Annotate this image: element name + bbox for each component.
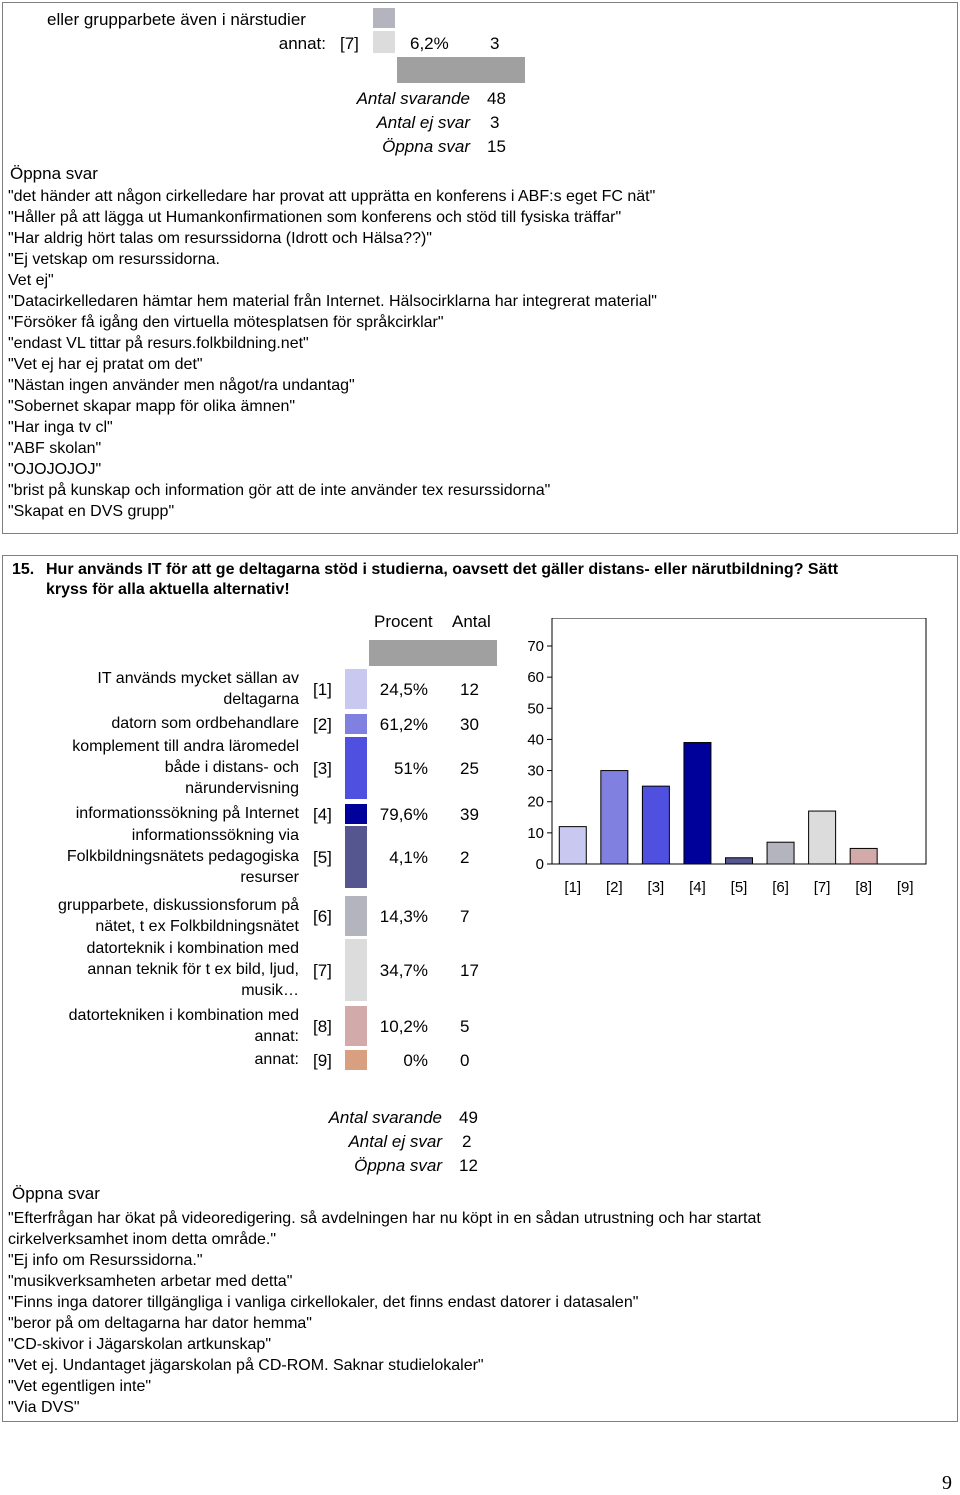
q15-row-swatch bbox=[345, 1006, 367, 1046]
q15-row-pct: 34,7% bbox=[379, 961, 428, 980]
q15-row-pct: 14,3% bbox=[379, 907, 428, 926]
bar-8 bbox=[850, 848, 877, 864]
prev-trail-bar bbox=[373, 8, 395, 28]
q15-row-count: 30 bbox=[460, 715, 479, 734]
prev-oppna-value: 15 bbox=[487, 137, 506, 156]
q15-row-label bbox=[20, 668, 299, 710]
q15-row-label-line: IT används mycket sällan av bbox=[97, 670, 299, 687]
y-tick-label: 0 bbox=[535, 856, 544, 873]
q15-row-count: 39 bbox=[460, 805, 479, 824]
q15-svarande-value: 49 bbox=[459, 1108, 478, 1127]
q15-number: 15. bbox=[12, 561, 35, 578]
bar-4 bbox=[684, 743, 711, 864]
q15-row-label bbox=[20, 736, 299, 799]
q15-row-label-line: deltagarna bbox=[223, 691, 299, 708]
q15-row-code: [7] bbox=[313, 961, 332, 980]
q15-row-pct: 79,6% bbox=[379, 805, 428, 824]
prev-open-answer: "endast VL tittar på resurs.folkbildning.net" bbox=[8, 335, 309, 352]
q15-ej-svar-label: Antal ej svar bbox=[348, 1132, 442, 1151]
prev-open-answer: "Försöker få igång den virtuella mötesplatsen för språkcirklar" bbox=[8, 314, 444, 331]
q15-row-label-line: informationssökning via bbox=[131, 827, 299, 844]
q15-oppna-value: 12 bbox=[459, 1156, 478, 1175]
y-tick-label: 60 bbox=[527, 669, 544, 687]
y-tick-label: 50 bbox=[527, 700, 544, 718]
prev-row-count: 3 bbox=[490, 34, 500, 53]
col-antal-header: Antal bbox=[452, 612, 491, 631]
bar-2 bbox=[601, 771, 628, 864]
bar-6 bbox=[767, 842, 794, 864]
q15-row-label-line: datorteknik i kombination med bbox=[86, 940, 299, 957]
bar-3 bbox=[642, 786, 669, 864]
bar-5 bbox=[726, 858, 753, 864]
bar-1 bbox=[559, 827, 586, 864]
prev-open-heading: Öppna svar bbox=[10, 164, 98, 183]
prev-open-answer: "Ej vetskap om resurssidorna. bbox=[8, 251, 220, 268]
q15-row-label-line: nätet, t ex Folkbildningsnätet bbox=[95, 918, 299, 935]
q15-row-label bbox=[20, 1049, 299, 1070]
q15-row-code: [3] bbox=[313, 759, 332, 778]
prev-row-label: annat: bbox=[278, 34, 326, 53]
prev-trail-label: eller grupparbete även i närstudier bbox=[47, 10, 306, 29]
prev-open-answer: "Har inga tv cl" bbox=[8, 419, 113, 436]
q15-ej-svar-value: 2 bbox=[462, 1132, 472, 1151]
prev-ej-svar-label: Antal ej svar bbox=[376, 113, 470, 132]
q15-row-label-line: både i distans- och bbox=[164, 759, 299, 776]
q15-row-pct: 10,2% bbox=[379, 1017, 428, 1036]
prev-open-answer: "Vet ej har ej pratat om det" bbox=[8, 356, 203, 373]
q15-open-answer: "Finns inga datorer tillgängliga i vanliga cirkellokaler, det finns endast datorer i datasalen" bbox=[8, 1294, 639, 1311]
q15-row-label bbox=[20, 713, 299, 734]
y-tick-label: 40 bbox=[527, 731, 544, 749]
q15-row-label-line: musik… bbox=[241, 982, 299, 999]
x-tick-label: [2] bbox=[605, 879, 623, 896]
q15-open-answer: "Efterfrågan har ökat på videoredigering. så avdelningen har nu köpt in en sådan utrustning och har startat bbox=[8, 1210, 761, 1227]
prev-open-answer: "brist på kunskap och information gör att de inte använder tex resurssidorna" bbox=[8, 482, 551, 499]
q15-row-label-line: annan teknik för t ex bild, ljud, bbox=[87, 961, 299, 978]
prev-ej-svar-value: 3 bbox=[490, 113, 500, 132]
y-tick-label: 10 bbox=[527, 824, 544, 842]
prev-open-answer: Vet ej" bbox=[8, 272, 54, 289]
q15-row-code: [6] bbox=[313, 907, 332, 926]
q15-row-code: [4] bbox=[313, 805, 332, 824]
q15-row-count: 2 bbox=[460, 848, 470, 867]
q15-row-label bbox=[20, 1005, 299, 1047]
q15-row-count: 0 bbox=[460, 1051, 470, 1070]
q15-row-code: [2] bbox=[313, 715, 332, 734]
q15-open-heading: Öppna svar bbox=[12, 1184, 100, 1203]
q15-open-answer: "Vet egentligen inte" bbox=[8, 1378, 152, 1395]
q15-row-label-line: resurser bbox=[240, 869, 299, 886]
q15-open-answer: "Ej info om Resurssidorna." bbox=[8, 1252, 203, 1269]
q15-open-answer: "Via DVS" bbox=[8, 1399, 80, 1416]
y-tick-label: 20 bbox=[527, 793, 544, 811]
prev-open-answer: "Har aldrig hört talas om resurssidorna (Idrott och Hälsa??)" bbox=[8, 230, 432, 247]
q15-row-label-line: komplement till andra läromedel bbox=[72, 738, 299, 755]
q15-text-line1: Hur används IT för att ge deltagarna stöd i studierna, oavsett det gäller distans- eller närutbildning? Sätt bbox=[46, 561, 839, 578]
q15-open-answer: "Vet ej. Undantaget jägarskolan på CD-ROM. Saknar studielokaler" bbox=[8, 1357, 484, 1374]
q15-row-pct: 61,2% bbox=[379, 715, 428, 734]
prev-open-answer: "ABF skolan" bbox=[8, 440, 102, 457]
q15-bar-chart bbox=[508, 618, 938, 900]
q15-row-pct: 0% bbox=[403, 1051, 428, 1070]
q15-row-swatch bbox=[345, 896, 367, 936]
prev-open-answers bbox=[8, 186, 657, 522]
q15-row-label-line: närundervisning bbox=[185, 780, 299, 797]
q15-row-count: 7 bbox=[460, 907, 470, 926]
page-number: 9 bbox=[942, 1472, 952, 1494]
q15-row-code: [5] bbox=[313, 848, 332, 867]
prev-svarande-label: Antal svarande bbox=[356, 89, 470, 108]
col-procent-header: Procent bbox=[374, 612, 433, 631]
x-tick-label: [7] bbox=[813, 879, 831, 896]
prev-row-bar bbox=[373, 31, 395, 53]
q15-svarande-label: Antal svarande bbox=[328, 1108, 442, 1127]
q15-row-count: 5 bbox=[460, 1017, 470, 1036]
q15-open-answer: "CD-skivor i Jägarskolan artkunskap" bbox=[8, 1336, 272, 1353]
q15-row-label bbox=[20, 938, 299, 1001]
prev-open-answer: "Sobernet skapar mapp för olika ämnen" bbox=[8, 398, 296, 415]
q15-row-label bbox=[20, 803, 299, 824]
q15-row-label-line: Folkbildningsnätets pedagogiska bbox=[66, 848, 299, 865]
x-tick-label: [9] bbox=[896, 879, 914, 896]
q15-row-swatch bbox=[345, 737, 367, 799]
q15-oppna-label: Öppna svar bbox=[354, 1156, 442, 1175]
q15-row-count: 12 bbox=[460, 680, 479, 699]
x-tick-label: [6] bbox=[772, 879, 789, 896]
prev-row-code: [7] bbox=[340, 34, 359, 53]
prev-oppna-label: Öppna svar bbox=[382, 137, 470, 156]
q15-row-swatch bbox=[345, 669, 367, 709]
prev-open-answer: "Skapat en DVS grupp" bbox=[8, 503, 175, 520]
q15-header bbox=[12, 560, 952, 600]
q15-open-answer: cirkelverksamhet inom detta område." bbox=[8, 1231, 277, 1248]
q15-row-swatch bbox=[345, 826, 367, 888]
x-tick-label: [3] bbox=[647, 879, 665, 896]
q15-row-code: [9] bbox=[313, 1051, 332, 1070]
prev-open-answer: "det händer att någon cirkelledare har provat att upprätta en konferens i ABF:s eget FC nät" bbox=[8, 188, 656, 205]
prev-svarande-value: 48 bbox=[487, 89, 506, 108]
q15-row-code: [8] bbox=[313, 1017, 332, 1036]
q15-row-label-line: datorn som ordbehandlare bbox=[111, 715, 299, 732]
y-tick-label: 70 bbox=[527, 638, 544, 655]
q15-text-line2: kryss för alla aktuella alternativ! bbox=[46, 581, 290, 598]
x-tick-label: [8] bbox=[855, 879, 873, 896]
q15-row-code: [1] bbox=[313, 680, 332, 699]
q15-row-swatch bbox=[345, 1050, 367, 1070]
prev-open-answer: "Håller på att lägga ut Humankonfirmationen som konferens och stöd till fysiska träffar" bbox=[8, 209, 622, 226]
q15-row-label-line: annat: bbox=[254, 1028, 299, 1045]
q15-open-answer: "beror på om deltagarna har dator hemma" bbox=[8, 1315, 312, 1332]
q15-row-label-line: informationssökning på Internet bbox=[75, 805, 299, 822]
bar-7 bbox=[809, 811, 836, 864]
x-tick-label: [1] bbox=[564, 879, 582, 896]
x-tick-label: [5] bbox=[730, 879, 748, 896]
q15-row-swatch bbox=[345, 804, 367, 824]
q15-row-label bbox=[20, 825, 299, 888]
q15-row-pct: 51% bbox=[393, 759, 428, 778]
q15-row-count: 17 bbox=[460, 961, 479, 980]
q15-row-pct: 4,1% bbox=[389, 848, 428, 867]
q15-header-bar bbox=[369, 640, 497, 666]
q15-open-answers bbox=[8, 1208, 761, 1418]
q15-row-swatch bbox=[345, 714, 367, 734]
prev-open-answer: "Nästan ingen använder men något/ra undantag" bbox=[8, 377, 355, 394]
q15-open-answer: "musikverksamheten arbetar med detta" bbox=[8, 1273, 293, 1290]
prev-open-answer: "OJOJOJOJ" bbox=[8, 461, 102, 478]
q15-row-pct: 24,5% bbox=[379, 680, 428, 699]
prev-open-answer: "Datacirkelledaren hämtar hem material från Internet. Hälsocirklarna har integrerat material" bbox=[8, 293, 657, 310]
q15-row-label-line: datortekniken i kombination med bbox=[68, 1007, 299, 1024]
q15-row-swatch bbox=[345, 939, 367, 1001]
q15-row-label-line: grupparbete, diskussionsforum på bbox=[57, 897, 299, 914]
prev-row-pct: 6,2% bbox=[410, 34, 449, 53]
q15-row-count: 25 bbox=[460, 759, 479, 778]
q15-row-label-line: annat: bbox=[254, 1051, 299, 1068]
q15-row-label bbox=[20, 895, 299, 937]
y-tick-label: 30 bbox=[527, 762, 544, 780]
prev-footer-bar bbox=[397, 57, 525, 83]
x-tick-label: [4] bbox=[689, 879, 706, 896]
